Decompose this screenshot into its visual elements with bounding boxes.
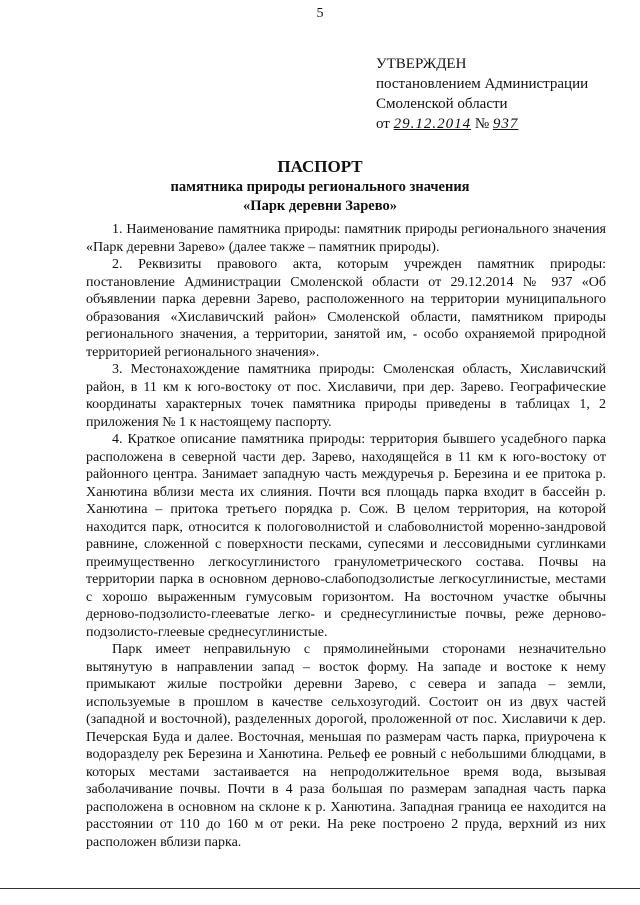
page-number: 5 [316,6,324,21]
paragraph-1: 1. Наименование памятника природы: памятник природы регионального значения «Парк деревни Зарево» (далее также – памятник природы). [86,222,606,255]
approval-number: 937 [492,116,519,132]
approval-number-prefix: № [474,116,490,132]
approval-title: УТВЕРЖДЕН [376,56,467,72]
approval-line-2: Смоленской области [376,96,508,112]
paragraph-5: Парк имеет неправильную с прямолинейными сторонами незначительно вытянутую в направлении запад – восток форму. На западе и востоке к нему примыкают жилые постройки деревни Зарево, с севера и запада – земли, используемые в прошлом в качестве сельхозугодий. Состоит он из двух частей (западной и восточной), разделенных дорогой, проложенной от пос. Хиславичи к дер. Печерская Буда и далее. Восточная, меньшая по размерам часть парка, приурочена к водоразделу рек Березина и Ханютина. Рельеф ее ровный с небольшими блюдцами, в которых местами застаивается на непродолжительное время вода, вызывая заболачивание почвы. Почти в 4 раза большая по размерам западная часть парка расположена в основном на склоне к р. Ханютина. Западная граница ее находится на расстоянии от 110 до 160 м от реки. На реке построено 2 пруда, верхний из них расположен вблизи парка. [86,642,606,850]
approval-date: 29.12.2014 [393,116,472,132]
approval-date-line [376,114,588,134]
document-title: ПАСПОРТ [277,157,363,176]
approval-stamp [376,54,588,134]
document-body [86,221,606,851]
approval-date-prefix: от [376,116,390,132]
paragraph-4: 4. Краткое описание памятника природы: территория бывшего усадебного парка расположена в северной части дер. Зарево, находящейся в 11 км к юго-востоку от районного центра. Занимает западную часть междуречья р. Березина и ее притока р. Ханютина вблизи места их слияния. Почти вся площадь парка входит в бассейн р. Ханютина – притока третьего порядка р. Сож. В целом территория, на которой находится парк, относится к пологоволнистой и слабоволнистой моренно-зандровой равнине, сложенной с поверхности песками, супесями и лессовидными суглинками преимущественно легкосуглинистого гранулометрического состава. Почвы на территории парка в основном дерново-слабоподзолистые легкосуглинистые, местами с хорошо выраженным гумусовым горизонтом. На восточном участке обычны дерново-подзолисто-глееватые легко- и среднесуглинистые почвы, реже дерново-подзолисто-глеевые среднесуглинистые. [86,432,606,640]
document-subtitle-2: «Парк деревни Зарево» [243,198,397,214]
document-subtitle-1: памятника природы регионального значения [170,179,470,195]
title-block [0,156,640,216]
paragraph-2: 2. Реквизиты правового акта, которым учрежден памятник природы: постановление Администрации Смоленской области от 29.12.2014 № 937 «Об объявлении парка деревни Зарево, расположенного на территории муниципального образования «Хиславичский район» Смоленской области, памятником природы регионального значения, а территории, занятой им, - особо охраняемой природной территорией регионального значения». [86,257,606,360]
paragraph-3: 3. Местонахождение памятника природы: Смоленская область, Хиславичский район, в 11 км к юго-востоку от пос. Хиславичи, при дер. Зарево. Географические координаты характерных точек памятника природы приведены в таблицах 1, 2 приложения № 1 к настоящему паспорту. [86,362,606,430]
bottom-divider [0,888,640,889]
approval-line-1: постановлением Администрации [376,76,589,92]
